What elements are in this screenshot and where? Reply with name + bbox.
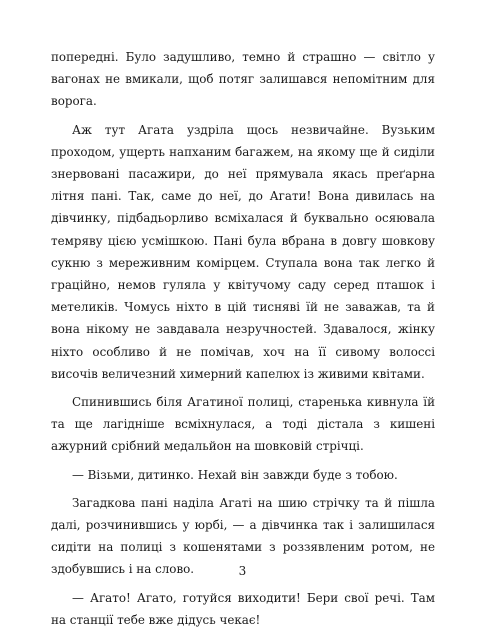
paragraph-dialogue-station: — Агато! Агато, готуйся виходити! Бери свої речі. Там на станції тебе вже дідусь чекає! xyxy=(51,590,435,627)
paragraph-medallion: Спинившись біля Агатиної полиці, старенька кивнула їй та ще лагідніше всміхнулася, а тоді дістала з кишені ажурний срібний медальйон на шовковій стрічці. xyxy=(51,395,435,454)
page-number: 3 xyxy=(238,564,247,578)
paragraph-dialogue-take-it: — Візьми, дитинко. Нехай він завжди буде з тобою. xyxy=(72,467,398,482)
body-text xyxy=(51,46,435,631)
paragraph-agata-sees-lady: Аж тут Агата уздріла щось незвичайне. Вузьким проходом, ущерть напханим багажем, на якому ще й сиділи знервовані пасажири, до неї прямувала якась преґарна літня пані. Так, саме до неї, до Агати! Вона дивилась на дівчинку, підбадьорливо всміхалася й буквально осяювала темряву цією усмішкою. Пані була вбрана в довгу шовкову сукню з мереживним комірцем. Ступала вона так легко й граційно, немов гуляла у квітучому саду серед пташок і метеликів. Чомусь ніхто в цій тисняві їй не заважав, та й вона нікому не завдавала незручностей. Здавалося, жінку ніхто особливо й не помічав, хоч на її сивому волоссі височів величезний химерний капелюх із живими квітами. xyxy=(51,122,435,381)
paragraph-continuation: попередні. Було задушливо, темно й страшно — світло у вагонах не вмикали, щоб потяг залишався непомітним для ворога. xyxy=(51,50,435,109)
paragraph-lady-leaves: Загадкова пані наділа Агаті на шию стрічку та й пішла далі, розчинившись у юрбі, — а дівчинка так і залишилася сидіти на полиці з кошенятами з роззявленим ротом, не здобувшись і на слово. xyxy=(51,495,435,577)
